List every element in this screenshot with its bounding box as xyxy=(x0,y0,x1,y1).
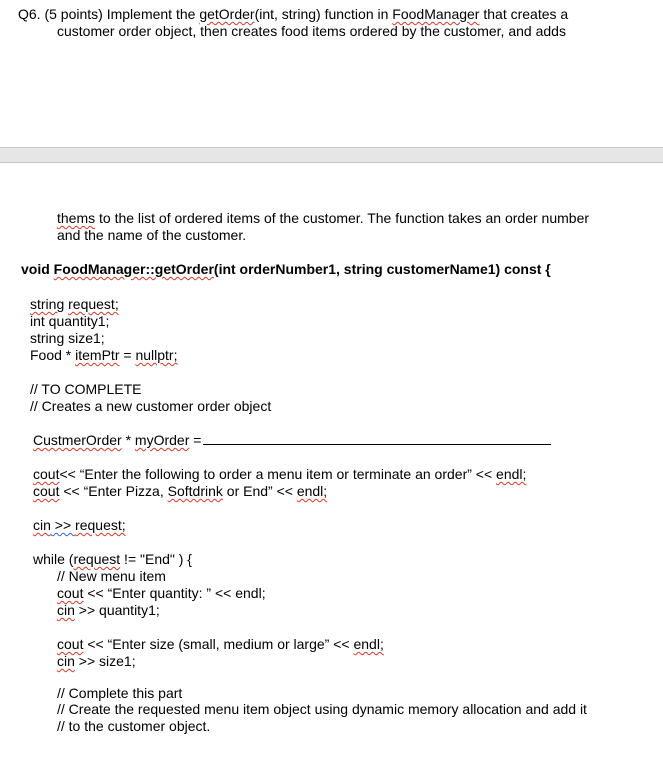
class-name: FoodManager xyxy=(392,6,480,22)
misspelled-word: Softdrink xyxy=(167,483,223,499)
extract-op: >> xyxy=(50,517,76,533)
var-name: request; xyxy=(75,517,126,533)
misspelled-word: thems xyxy=(57,210,96,226)
continuation-line-2: and the name of the customer. xyxy=(57,227,247,243)
question-line-2: customer order object, then creates food items ordered by the customer, and adds xyxy=(57,23,566,39)
while-condition: != "End" ) { xyxy=(120,551,192,567)
comment-to-customer: // to the customer object. xyxy=(57,718,211,734)
endl-keyword: endl; xyxy=(353,636,384,652)
type-text: Food * xyxy=(30,347,76,363)
comment-create-item: // Create the requested menu item object using dynamic memory allocation and add it xyxy=(57,701,587,717)
var-name: request xyxy=(73,551,121,567)
question-line-1 xyxy=(18,6,568,23)
cout-quantity-line xyxy=(57,585,266,602)
function-signature xyxy=(21,261,551,278)
page-break-divider xyxy=(0,147,663,163)
pointer-star: * xyxy=(121,432,135,448)
type-keyword: string xyxy=(30,296,65,312)
function-params: (int orderNumber1, string customerName1) const { xyxy=(213,261,551,277)
cout-text: or End” << xyxy=(222,483,297,499)
answer-blank[interactable] xyxy=(203,432,551,445)
cin-size-line xyxy=(57,653,136,670)
qualified-function-name: FoodManager::getOrder xyxy=(53,261,214,277)
type-name: CustmerOrder xyxy=(33,432,122,448)
comment-to-complete: // TO COMPLETE xyxy=(30,381,142,397)
continuation-text: to the list of ordered items of the customer. The function takes an order number xyxy=(95,210,590,226)
cout-keyword: cout xyxy=(33,483,60,499)
cout-text: << “Enter size (small, medium or large” << xyxy=(83,636,354,652)
cout-text: << “Enter the following to order a menu item or terminate an order” << xyxy=(59,466,497,482)
cin-keyword: cin xyxy=(33,517,51,533)
cout-keyword: cout xyxy=(33,466,60,482)
cout-line-2 xyxy=(33,483,327,500)
question-text: (int, string) function in xyxy=(254,6,393,22)
endl-keyword: endl; xyxy=(296,483,328,499)
decl-quantity: int quantity1; xyxy=(30,313,110,329)
cout-keyword: cout xyxy=(57,636,84,652)
return-type: void xyxy=(21,261,54,277)
var-name: request; xyxy=(68,296,119,312)
cin-quantity-line xyxy=(57,602,160,619)
cin-keyword: cin xyxy=(57,653,75,669)
assign-op: = xyxy=(189,432,202,448)
comment-creates-order: // Creates a new customer order object xyxy=(30,398,272,414)
cin-keyword: cin xyxy=(57,602,75,618)
question-text: Q6. (5 points) Implement the xyxy=(18,6,200,22)
while-keyword: while ( xyxy=(33,551,74,567)
cout-size-line xyxy=(57,636,384,653)
decl-request xyxy=(30,296,119,313)
order-decl-line xyxy=(33,432,551,449)
cout-text: << “Enter Pizza, xyxy=(59,483,168,499)
var-name: itemPtr xyxy=(75,347,120,363)
decl-itemptr xyxy=(30,347,177,364)
cout-keyword: cout xyxy=(57,585,84,601)
cout-text: << “Enter quantity: ” << endl; xyxy=(83,585,266,601)
while-line xyxy=(33,551,192,568)
endl-keyword: endl; xyxy=(496,466,527,482)
assign-op: = xyxy=(119,347,136,363)
cin-text: >> size1; xyxy=(74,653,136,669)
null-value: nullptr; xyxy=(135,347,178,363)
decl-size: string size1; xyxy=(30,330,105,346)
cin-request-line xyxy=(33,517,126,534)
cin-text: >> quantity1; xyxy=(74,602,160,618)
comment-complete-part: // Complete this part xyxy=(57,685,183,701)
comment-new-menu-item: // New menu item xyxy=(57,568,166,584)
function-name: getOrder xyxy=(199,6,255,22)
cout-line-1 xyxy=(33,466,526,483)
var-name: myOrder xyxy=(134,432,190,448)
question-text: that creates a xyxy=(479,6,569,22)
continuation-line-1 xyxy=(57,210,589,227)
